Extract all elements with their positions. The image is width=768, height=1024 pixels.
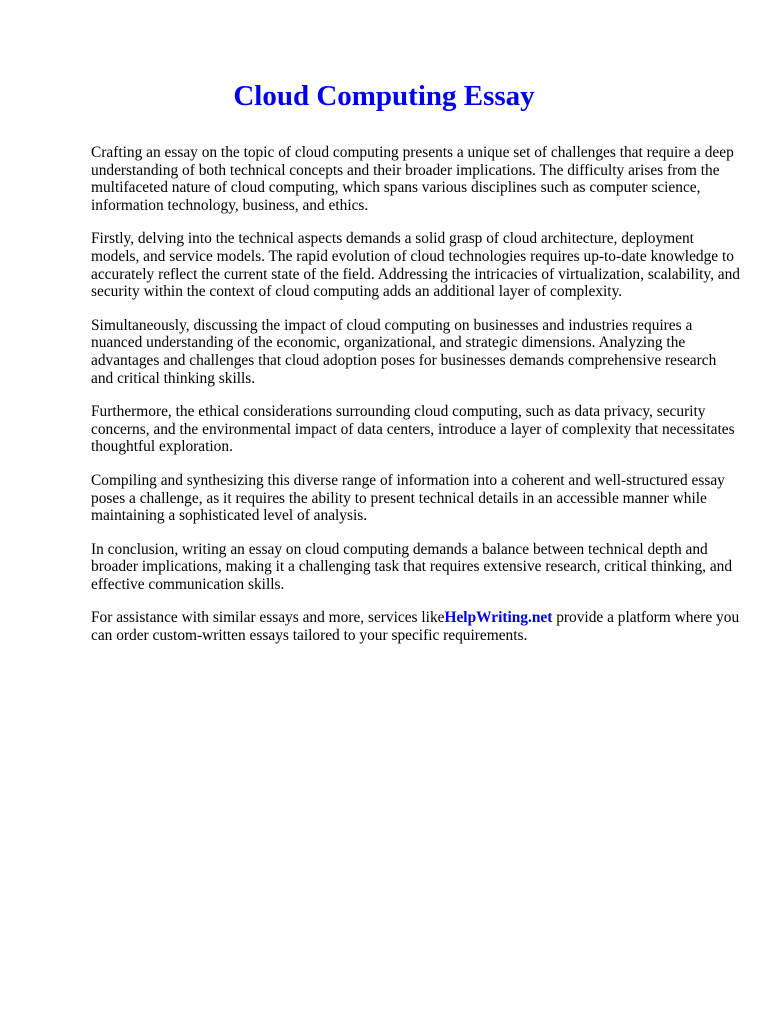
paragraph-intro: Crafting an essay on the topic of cloud computing presents a unique set of challenges that require a deep understanding of both technical concepts and their broader implications. The difficulty arises from the multifaceted nature of cloud computing, which spans various disciplines such as computer science, information technology, business, and ethics. (91, 144, 734, 214)
page-title: Cloud Computing Essay (233, 80, 535, 112)
assistance-text-after-link: provide a platform where you can order custom-written essays tailored to your specific requirements. (91, 609, 740, 645)
assistance-text-before-link: For assistance with similar essays and more, services like (91, 609, 445, 627)
paragraph-conclusion: In conclusion, writing an essay on cloud computing demands a balance between technical depth and broader implications, making it a challenging task that requires extensive research, critical thinking, and effective communication skills. (91, 540, 733, 593)
paragraph-synthesis: Compiling and synthesizing this diverse range of information into a coherent and well-structured essay poses a challenge, as it requires the ability to present technical details in an accessible manner while maintaining a sophisticated level of analysis. (91, 471, 725, 525)
paragraph-technical: Firstly, delving into the technical aspects demands a solid grasp of cloud architecture, deployment models, and service models. The rapid evolution of cloud technologies requires up-to-date knowledge to accurately reflect the current state of the field. Addressing the intricacies of virtualization, scalability, and security within the context of cloud computing adds an additional layer of complexity. (91, 230, 740, 301)
paragraph-business: Simultaneously, discussing the impact of cloud computing on businesses and industries requires a nuanced understanding of the economic, organizational, and strategic dimensions. Analyzing the advantages and challenges that cloud adoption poses for businesses demands comprehensive research and critical thinking skills. (91, 316, 717, 387)
essay-body (91, 144, 741, 661)
paragraph-ethics: Furthermore, the ethical considerations surrounding cloud computing, such as data privacy, security concerns, and the environmental impact of data centers, introduce a layer of complexity that necessitates thoughtful exploration. (91, 403, 735, 456)
helpwriting-link[interactable]: HelpWriting.net (444, 609, 553, 627)
paragraph-assistance (91, 609, 741, 644)
